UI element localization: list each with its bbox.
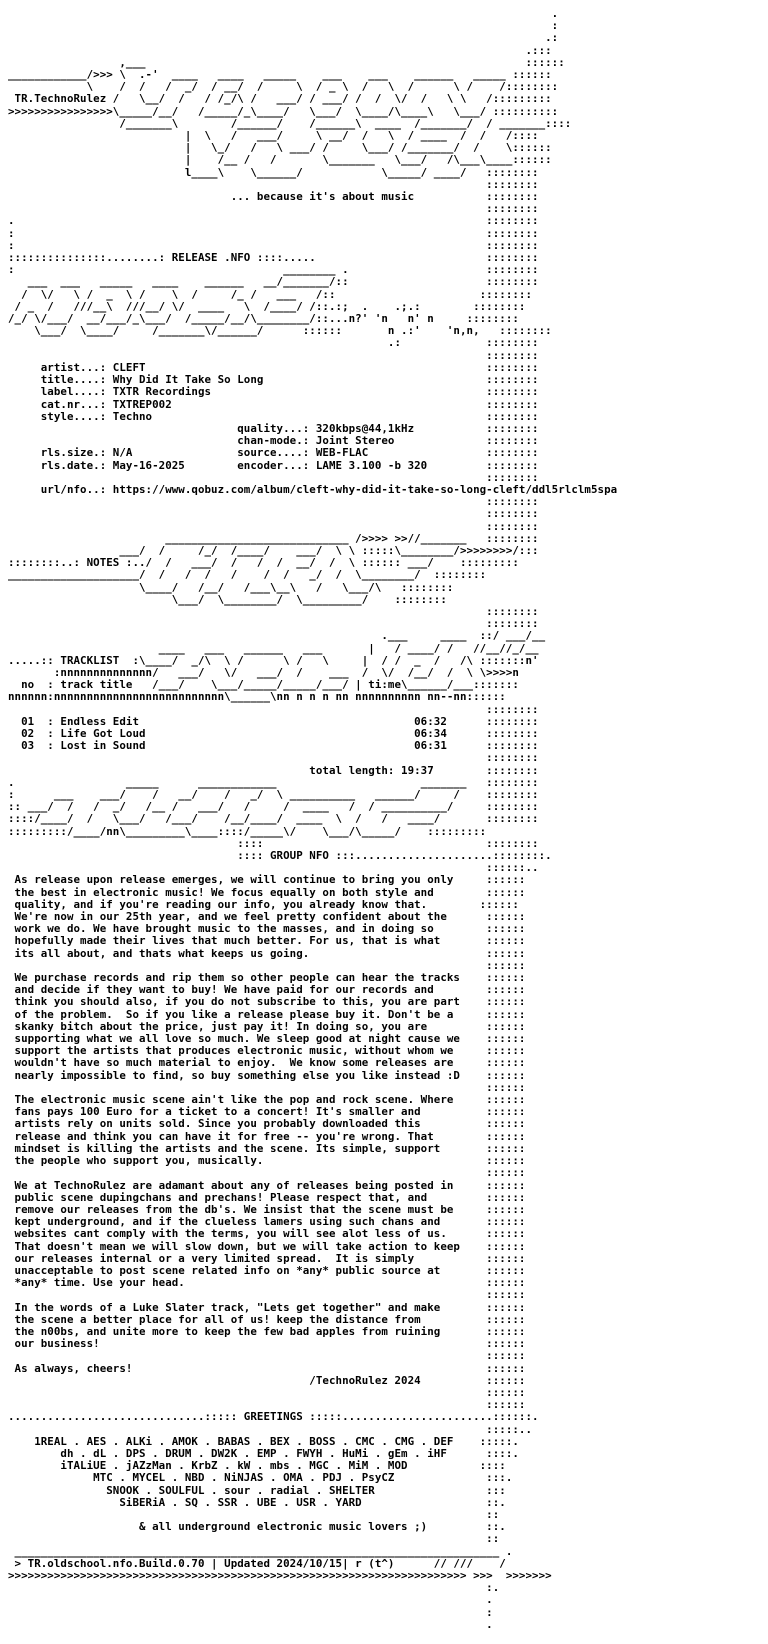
nfo-line: the scene a better place for all of us! keep the distance from ::::::	[8, 1312, 526, 1326]
nfo-line: our releases internal or a very limited spread. It is simply ::::::	[8, 1251, 526, 1265]
nfo-line: ::	[8, 1532, 500, 1546]
nfo-line: | \_/ / \ ___/ / \___/ /_______/ / \::::::	[8, 141, 552, 155]
nfo-line: ,___ ::::::	[8, 55, 565, 69]
nfo-line: ::::::::	[8, 519, 539, 533]
nfo-line: 02 : Life Got Loud 06:34 ::::::::	[8, 726, 539, 740]
nfo-line: ::::::::	[8, 470, 539, 484]
nfo-line: ::::::::	[8, 348, 539, 362]
nfo-line: & all underground electronic music lovers ;) ::.	[8, 1520, 506, 1534]
nfo-line: dh . dL . DPS . DRUM . DW2K . EMP . FWYH . HuMi . gEm . iHF ::::.	[8, 1446, 519, 1460]
nfo-line: That doesn't mean we will slow down, but we will take action to keep ::::::	[8, 1239, 526, 1253]
nfo-line: ____________________/ / / / / / / _/ / \________/ ::::::::	[8, 568, 487, 582]
nfo-line: public scene dupingchans and prechans! Please respect that, and ::::::	[8, 1190, 526, 1204]
nfo-line: artist...: CLEFT ::::::::	[8, 360, 539, 374]
nfo-line: work we do. We have brought music to the masses, and in doing so ::::::	[8, 922, 526, 936]
nfo-line: :::::..	[8, 1422, 533, 1436]
nfo-line: .	[8, 1617, 493, 1631]
nfo-line: SNOOK . SOULFUL . sour . radial . SHELTER :::	[8, 1483, 506, 1497]
nfo-line: | \ / ___/ \ __/ / \ / ____ / / /::::	[8, 129, 539, 143]
nfo-line: :.	[8, 1581, 500, 1595]
nfo-line: In the words of a Luke Slater track, "Lets get together" and make ::::::	[8, 1300, 526, 1314]
nfo-line: As release upon release emerges, we will continue to bring you only ::::::	[8, 873, 526, 887]
nfo-line: ::::::::	[8, 617, 539, 631]
nfo-line: title....: Why Did It Take So Long ::::::::	[8, 373, 539, 387]
nfo-line: hopefully made their lives that much better. For us, that is what ::::::	[8, 934, 526, 948]
nfo-line: nnnnnn:nnnnnnnnnnnnnnnnnnnnnnnnnn\______\nn n n n nn nnnnnnnnnn nn--nn::::::	[8, 690, 506, 704]
nfo-line: ____________________________ />>>> >>//_______ ::::::::	[8, 531, 539, 545]
nfo-line: total length: 19:37 ::::::::	[8, 763, 539, 777]
nfo-line: .:::	[8, 43, 552, 57]
nfo-line: :nnnnnnnnnnnnnn/ ___/ \/ ___/ / ___ / \/ /__/ / \ \>>>>n	[8, 665, 519, 679]
nfo-line: release and think you can have it for free -- you're wrong. That ::::::	[8, 1129, 526, 1143]
nfo-line: our business! ::::::	[8, 1337, 526, 1351]
nfo-line: We purchase records and rip them so other people can hear the tracks ::::::	[8, 971, 526, 985]
nfo-line: .___ ____ ::/ ___/__	[8, 629, 546, 643]
nfo-line: artists rely on units sold. Since you probably downloaded this ::::::	[8, 1117, 526, 1131]
nfo-line: rls.size.: N/A source....: WEB-FLAC ::::::::	[8, 446, 539, 460]
nfo-line: : ___ ___/ / __/ / _/ \ __________ ______/ / ::::::::	[8, 788, 539, 801]
nfo-line: \ / / / _/ / __/ / \ / _ \ / \ / \ / /::::::::	[8, 80, 559, 94]
nfo-line: ::::::	[8, 1385, 526, 1399]
nfo-line: ::::::::	[8, 177, 539, 191]
nfo-line: rls.date.: May-16-2025 encoder...: LAME 3.100 -b 320 ::::::::	[8, 458, 539, 472]
nfo-line: ::::::::..: NOTES :../ / ___/ / / / __/ / \ :::::: ___/ :::::::::	[8, 556, 519, 570]
nfo-line: \___/ \________/ \_________/ ::::::::	[8, 592, 447, 606]
nfo-line: support the artists that produces electronic music, without whom we ::::::	[8, 1044, 526, 1058]
nfo-line: .....:: TRACKLIST :\____/ _/\ \ / \ / \ | / / _ / /\ :::::::n'	[8, 653, 539, 667]
nfo-line: ::::::::	[8, 702, 539, 716]
nfo-line: ::::::::	[8, 495, 539, 509]
nfo-line: :::: GROUP NFO :::.....................::::::::.	[8, 849, 552, 863]
nfo-line: l____\ \______/ \_____/ ____/ ::::::::	[8, 165, 539, 179]
nfo-line: ___ ___ _____ ____ ______ __/_______/:: ::::::::	[8, 275, 539, 289]
nfo-line: \____/ /__/ /___\__\ / \___/\ ::::::::	[8, 580, 454, 594]
nfo-line: ::::::	[8, 958, 526, 972]
nfo-line: . _____ ____________ _______ ::::::::	[8, 775, 539, 789]
nfo-line: __________________________________________________________________________ .	[8, 1544, 513, 1558]
nfo-line: chan-mode.: Joint Stereo ::::::::	[8, 434, 539, 448]
nfo-line: :: ___/ / / _/ /__ / ___/ / / ____ / / __________/ ::::::::	[8, 800, 539, 814]
nfo-line: fans pays 100 Euro for a ticket to a concert! It's smaller and ::::::	[8, 1105, 526, 1119]
nfo-line: think you should also, if you do not subscribe to this, you are part ::::::	[8, 995, 526, 1009]
nfo-line: ::::::	[8, 1080, 526, 1094]
nfo-line: As always, cheers! ::::::	[8, 1361, 526, 1375]
nfo-line: style....: Techno ::::::::	[8, 409, 539, 423]
nfo-document	[8, 8, 760, 1631]
nfo-line: no : track title /___/ \___/_____/_____/___/ | ti:me\______/___:::::::	[8, 678, 519, 692]
nfo-line: kept underground, and if the clueless lamers using such chans and ::::::	[8, 1215, 526, 1229]
nfo-line: : ::::::::	[8, 238, 539, 252]
nfo-line: of the problem. So if you like a release please buy it. Don't be a ::::::	[8, 1007, 526, 1021]
nfo-line: mindset is killing the artists and the scene. Its simple, support ::::::	[8, 1141, 526, 1155]
nfo-line: \___/ \____/ /_______\/______/ :::::: n .:' 'n,n, ::::::::	[8, 324, 552, 338]
nfo-line: . ::::::::	[8, 214, 539, 228]
nfo-line: ::::/____/ / \___/ /___/ /__/____/ ____ \ / / ____/ ::::::::	[8, 812, 539, 826]
nfo-line: / \/ \ / _ \ / \ / /_ / ___ /:: ::::::::	[8, 287, 533, 301]
nfo-line: | /__ / / \_______ \___/ /\___\____::::::	[8, 153, 552, 167]
nfo-line: the people who support you, musically. ::::::	[8, 1154, 526, 1168]
nfo-line: MTC . MYCEL . NBD . NiNJAS . OMA . PDJ . PsyCZ :::.	[8, 1471, 513, 1485]
nfo-line: /_______\ /______/ /______\ ____ /_______/ / _______::::	[8, 116, 572, 130]
nfo-line: ::::::	[8, 1166, 526, 1180]
nfo-line: 03 : Lost in Sound 06:31 ::::::::	[8, 739, 539, 753]
nfo-line: >>>>>>>>>>>>>>>>\_____/__/ /_____/_\____/ \___/ \____/\____\ \___/ ::::::::::	[8, 104, 559, 118]
nfo-line: ::::::..	[8, 861, 539, 875]
nfo-line: >>>>>>>>>>>>>>>>>>>>>>>>>>>>>>>>>>>>>>>>>>>>>>>>>>>>>>>>>>>>>>>>>>>>>> >>> >>>>>>>	[8, 1569, 552, 1582]
nfo-line: ... because it's about music ::::::::	[8, 190, 539, 204]
nfo-line: ____ ___ ______ ___ | / ____/ / //__//_/__	[8, 641, 539, 655]
nfo-line: 1REAL . AES . ALKi . AMOK . BABAS . BEX . BOSS . CMC . CMG . DEF :::::.	[8, 1434, 519, 1448]
nfo-line: ____________/>>> \ .-' ____ ____ _____ ___ ___ ______ _____ ::::::	[8, 68, 552, 82]
nfo-line: SiBERiA . SQ . SSR . UBE . USR . YARD ::.	[8, 1495, 506, 1509]
nfo-line: : ________ . ::::::::	[8, 263, 539, 277]
nfo-line: quality, and if you're reading our info, you already know that. ::::::	[8, 897, 519, 911]
nfo-line: TR.TechnoRulez / \__/ / / /_/\ / ___/ / ___/ / / \/ / \ \ /:::::::::	[8, 92, 552, 106]
nfo-line: ::	[8, 1507, 500, 1521]
nfo-line: The electronic music scene ain't like the pop and rock scene. Where ::::::	[8, 1093, 526, 1107]
nfo-line: supporting what we all love so much. We sleep good at night cause we ::::::	[8, 1032, 526, 1046]
nfo-line: the n00bs, and unite more to keep the few bad apples from ruining ::::::	[8, 1324, 526, 1338]
nfo-line: *any* time. Use your head. ::::::	[8, 1276, 526, 1290]
nfo-line: the best in electronic music! We focus equally on both style and ::::::	[8, 885, 526, 899]
nfo-line: .	[8, 7, 559, 20]
nfo-line: ::::::::	[8, 202, 539, 216]
nfo-line: ___/ / /_/ /____/ ___/ \ \ :::::\________/>>>>>>>>/:::	[8, 543, 539, 557]
nfo-line: cat.nr...: TXTREP002 ::::::::	[8, 397, 539, 411]
nfo-line: nearly impossible to find, so buy something else you like instead :D ::::::	[8, 1068, 526, 1082]
nfo-line: ::::::::	[8, 604, 539, 618]
nfo-line: .:	[8, 31, 559, 45]
nfo-line: quality...: 320kbps@44,1kHz ::::::::	[8, 421, 539, 435]
nfo-line: remove our releases from the db's. We insist that the scene must be ::::::	[8, 1202, 526, 1216]
nfo-line: unacceptable to post scene related info on *any* public source at ::::::	[8, 1263, 526, 1277]
nfo-line: ::::::	[8, 1288, 526, 1302]
nfo-line: > TR.oldschool.nfo.Build.0.70 | Updated 2024/10/15| r (t^) // /// /	[8, 1556, 506, 1570]
nfo-line: ::::::	[8, 1349, 526, 1363]
nfo-line: We at TechnoRulez are adamant about any of releases being posted in ::::::	[8, 1178, 526, 1192]
nfo-line: 01 : Endless Edit 06:32 ::::::::	[8, 714, 539, 728]
nfo-line: label....: TXTR Recordings ::::::::	[8, 385, 539, 399]
nfo-line: :::: ::::::::	[8, 836, 539, 850]
nfo-line: /TechnoRulez 2024 ::::::	[8, 1373, 526, 1387]
nfo-line: /_/ \/___/ __/___/_\___/ /_____/__/\________/::...n?' 'n n' n ::::::::	[8, 312, 519, 326]
nfo-line: We're now in our 25th year, and we feel pretty confident about the ::::::	[8, 910, 526, 924]
nfo-line: websites cant comply with the terms, you will see alot less of us. ::::::	[8, 1227, 526, 1241]
nfo-line: :::::::::/____/nn\_________\____::::/_____\/ \___/\_____/ :::::::::	[8, 824, 487, 838]
nfo-line: / _ / ///__\ ///__/ \/ ____ \ /____/ /::.:; . .;.: ::::::::	[8, 299, 526, 313]
nfo-line: :	[8, 19, 559, 33]
nfo-line: : ::::::::	[8, 226, 539, 240]
nfo-line: .: ::::::::	[8, 336, 539, 350]
nfo-line: .	[8, 1593, 493, 1607]
nfo-line: skanky bitch about the price, just pay it! In doing so, you are ::::::	[8, 1019, 526, 1033]
nfo-line: url/nfo..: https://www.qobuz.com/album/cleft-why-did-it-take-so-long-cleft/ddl5rlclm5spa	[8, 482, 618, 496]
nfo-line: ::::::::	[8, 751, 539, 765]
nfo-line: ..............................::::: GREETINGS :::::.......................::::::.	[8, 1410, 539, 1424]
nfo-line: ::::::	[8, 1398, 526, 1412]
nfo-line: :::::::::::::::........: RELEASE .NFO ::::..... ::::::::	[8, 251, 539, 265]
nfo-line: iTALiUE . jAZzMan . KrbZ . kW . mbs . MGC . MiM . MOD ::::	[8, 1459, 506, 1473]
nfo-line: and decide if they want to buy! We have paid for our records and ::::::	[8, 983, 526, 997]
nfo-line: ::::::::	[8, 507, 539, 521]
nfo-line: :	[8, 1605, 493, 1619]
nfo-line: its all about, and thats what keeps us going. ::::::	[8, 946, 526, 960]
nfo-line: wouldn't have so much material to enjoy. We know some releases are ::::::	[8, 1056, 526, 1070]
